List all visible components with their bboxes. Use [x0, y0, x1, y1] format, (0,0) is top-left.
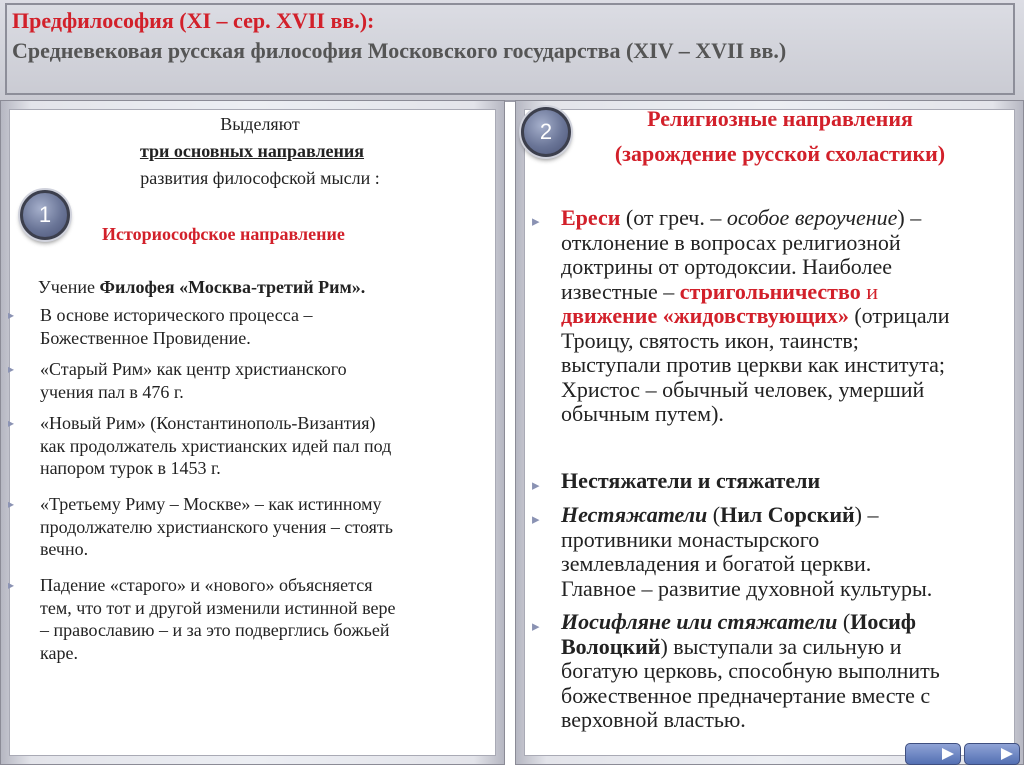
heresy-line: выступали против церкви как института;: [561, 352, 945, 377]
heresy-term: Ереси: [561, 205, 621, 230]
heresy-text: (отрицали: [848, 303, 950, 328]
bullet-line: Падение «старого» и «нового» объясняется: [40, 575, 373, 595]
heresy-line-1: [561, 206, 950, 231]
heresy-line: доктрины от ортодоксии. Наиболее: [561, 254, 893, 279]
intro-text: Выделяют: [220, 114, 300, 134]
jo-line-2: [561, 635, 940, 660]
bullet-arrow-icon: ▸: [532, 478, 540, 494]
volotsky-name: Волоцкий: [561, 633, 661, 659]
slide-header: [0, 0, 1024, 102]
badge-1: 1: [20, 190, 70, 240]
heresy-definition: особое вероучение: [726, 205, 898, 230]
bullet-arrow-icon: ▸: [8, 497, 15, 511]
bullet-arrow-icon: ▸: [8, 362, 15, 376]
bullet-line: «Новый Рим» (Константинополь-Византия): [40, 413, 376, 433]
bullet-arrow-icon: ▸: [8, 578, 15, 592]
left-bullet-1: [40, 304, 312, 349]
jo-line: божественное предначертание вместе с: [561, 682, 931, 708]
np-term: Нестяжатели: [561, 502, 708, 527]
badge-2: 2: [521, 107, 571, 157]
bullet-line: тем, что тот и другой изменили истинной вере: [40, 597, 396, 618]
slide-subtitle: Средневековая русская философия Московского государства (XIV – XVII вв.): [12, 38, 787, 63]
right-heading: Религиозные направления: [647, 106, 913, 131]
jo-line: богатую церковь, способную выполнить: [561, 658, 940, 683]
bullet-line: – православию – и за это подверглись божьей: [40, 620, 390, 640]
np-line-1: [561, 503, 932, 528]
possessors-title: Нестяжатели и стяжатели: [561, 468, 821, 493]
teaching-title: Филофея «Москва-третий Рим».: [99, 277, 366, 297]
bullet-line: учения пал в 476 г.: [40, 381, 184, 402]
bullet-arrow-icon: ▸: [532, 214, 540, 230]
heresy-text: и: [860, 278, 878, 304]
left-heading: Историософское направление: [102, 224, 345, 244]
heresy-text: (от греч. –: [620, 205, 727, 230]
np-line: землевладения и богатой церкви.: [561, 551, 872, 576]
intro-emphasis: три основных направления: [139, 141, 365, 161]
nonpossessors-paragraph: [561, 503, 932, 601]
heresy-paragraph: [561, 206, 950, 427]
right-subheading: (зарождение русской схоластики): [614, 141, 946, 166]
jo-line-1: [561, 610, 940, 635]
jo-line: верховной властью.: [561, 707, 746, 732]
bullet-line: каре.: [40, 642, 78, 663]
np-text: (: [707, 502, 721, 527]
heresy-line: Троицу, святость икон, таинств;: [561, 327, 859, 353]
bullet-line: продолжателю христианского учения – стоять: [40, 516, 393, 537]
bullet-line: как продолжатель христианских идей пал под: [40, 435, 392, 456]
teaching-prefix: Учение: [38, 277, 100, 297]
left-bullet-2: [40, 358, 347, 403]
bullet-line: напором турок в 1453 г.: [40, 458, 221, 478]
last-slide-button[interactable]: [964, 743, 1020, 765]
nil-sorsky: Нил Сорский: [720, 502, 855, 527]
jo-text: ) выступали за сильную и: [660, 633, 902, 659]
left-bullet-3: [40, 412, 391, 480]
heresy-line: Христос – обычный человек, умерший: [561, 376, 925, 402]
np-line: Главное – развитие духовной культуры.: [561, 575, 933, 601]
bullet-arrow-icon: ▸: [8, 308, 15, 322]
jo-text: (: [837, 609, 851, 634]
strigolniki-term: стригольничество: [679, 278, 861, 304]
bullet-arrow-icon: ▸: [532, 512, 540, 528]
josephites-paragraph: [561, 610, 940, 733]
left-bullet-5: [40, 574, 395, 664]
slide-title: Предфилософия (XI – сер. XVII вв.):: [12, 8, 375, 33]
heresy-line: отклонение в вопросах религиозной: [561, 229, 901, 255]
bullet-line: Божественное Провидение.: [40, 327, 251, 348]
bullet-line: «Третьему Риму – Москве» – как истинному: [40, 494, 382, 514]
jo-term: Иосифляне или стяжатели: [561, 609, 838, 634]
bullet-line: «Старый Рим» как центр христианского: [40, 359, 347, 379]
np-line: противники монастырского: [561, 526, 820, 552]
heresy-line: обычным путем).: [561, 401, 724, 426]
zhidovstvuyushchie-term: движение «жидовствующих»: [561, 303, 849, 328]
left-bullet-4: [40, 493, 393, 561]
bullet-arrow-icon: ▸: [8, 416, 15, 430]
bullet-line: вечно.: [40, 539, 89, 559]
teaching-line: [38, 276, 365, 299]
bullet-line: В основе исторического процесса –: [40, 305, 313, 325]
bullet-arrow-icon: ▸: [532, 619, 540, 635]
intro-text-2: развития философской мысли :: [140, 168, 380, 188]
heresy-line-5: [561, 304, 950, 329]
heresy-text: ) –: [897, 205, 922, 230]
joseph-name: Иосиф: [850, 609, 916, 634]
heresy-line-4: [561, 280, 950, 305]
np-text: ) –: [854, 502, 879, 527]
next-slide-button[interactable]: [905, 743, 961, 765]
heresy-text: известные –: [561, 278, 680, 304]
